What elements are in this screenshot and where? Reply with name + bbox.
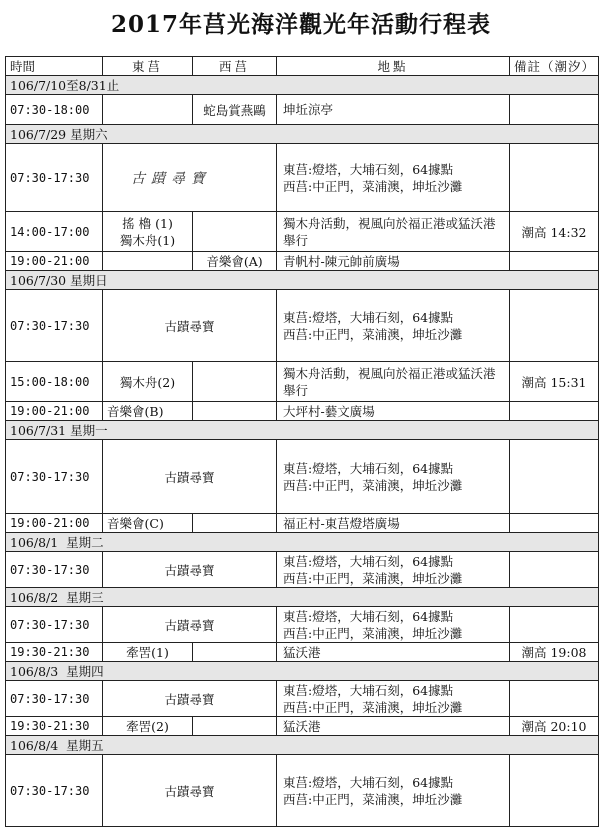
date-row	[6, 736, 599, 755]
location-cell	[277, 440, 510, 514]
location-line-west: 西莒:中正門，菜浦澳，坤坵沙灘	[283, 791, 463, 807]
table-row	[6, 607, 599, 643]
activity-cell: 古蹟尋寶	[103, 681, 277, 717]
date-label: 106/7/10至8/31止	[6, 76, 599, 95]
date-label: 106/8/3 星期四	[6, 662, 599, 681]
west-cell	[193, 643, 277, 662]
date-label: 106/8/4 星期五	[6, 736, 599, 755]
location-line-west: 西莒:中正門，菜浦澳，坤坵沙灘	[283, 625, 463, 641]
location-cell	[277, 144, 510, 212]
table-row	[6, 95, 599, 125]
east-cell: 音樂會(C)	[103, 514, 193, 533]
note-cell: 潮高 15:31	[510, 362, 599, 402]
table-row	[6, 144, 599, 212]
time-cell: 07:30-17:30	[6, 290, 103, 362]
note-cell	[510, 755, 599, 827]
time-cell: 19:00-21:00	[6, 402, 103, 421]
date-label: 106/7/29 星期六	[6, 125, 599, 144]
location-cell: 青帆村-陳元帥前廣場	[277, 252, 510, 271]
table-row	[6, 290, 599, 362]
note-cell: 潮高 19:08	[510, 643, 599, 662]
note-cell	[510, 440, 599, 514]
east-line-1: 搖 櫓 (1)	[122, 215, 173, 231]
note-cell	[510, 252, 599, 271]
table-row	[6, 252, 599, 271]
date-row	[6, 125, 599, 144]
date-row	[6, 421, 599, 440]
activity-cell: 古蹟尋寶	[103, 440, 277, 514]
note-cell: 潮高 20:10	[510, 717, 599, 736]
location-cell: 獨木舟活動，視風向於福正港或猛沃港舉行	[277, 362, 510, 402]
location-line-east: 東莒:燈塔，大埔石刻，64據點	[283, 553, 454, 569]
location-line-east: 東莒:燈塔，大埔石刻，64據點	[283, 608, 454, 624]
east-cell: 牽罟(2)	[103, 717, 193, 736]
header-time: 時間	[6, 57, 103, 76]
note-cell	[510, 514, 599, 533]
location-cell: 福正村-東莒燈塔廣場	[277, 514, 510, 533]
location-cell	[277, 607, 510, 643]
location-line-east: 東莒:燈塔，大埔石刻，64據點	[283, 161, 454, 177]
location-line-west: 西莒:中正門，菜浦澳，坤坵沙灘	[283, 178, 463, 194]
time-cell: 14:00-17:00	[6, 212, 103, 252]
header-location: 地點	[277, 57, 510, 76]
table-row	[6, 440, 599, 514]
east-cell: 音樂會(B)	[103, 402, 193, 421]
date-label: 106/7/31 星期一	[6, 421, 599, 440]
table-row	[6, 402, 599, 421]
location-line-west: 西莒:中正門，菜浦澳，坤坵沙灘	[283, 326, 463, 342]
date-label: 106/7/30 星期日	[6, 271, 599, 290]
time-cell: 07:30-17:30	[6, 755, 103, 827]
note-cell	[510, 552, 599, 588]
date-label: 106/8/2 星期三	[6, 588, 599, 607]
time-cell: 19:30-21:30	[6, 643, 103, 662]
location-line-west: 西莒:中正門，菜浦澳，坤坵沙灘	[283, 699, 463, 715]
west-cell: 蛇島賞燕鷗	[193, 95, 277, 125]
west-cell	[193, 362, 277, 402]
date-row	[6, 662, 599, 681]
location-cell	[277, 681, 510, 717]
location-line-east: 東莒:燈塔，大埔石刻，64據點	[283, 460, 454, 476]
location-line-west: 西莒:中正門，菜浦澳，坤坵沙灘	[283, 570, 463, 586]
header-row	[6, 57, 599, 76]
location-cell: 坤坵涼亭	[277, 95, 510, 125]
time-cell: 07:30-17:30	[6, 440, 103, 514]
header-note: 備註（潮汐）	[510, 57, 599, 76]
west-cell	[193, 212, 277, 252]
time-cell: 07:30-17:30	[6, 681, 103, 717]
handwritten-activity: 古蹟尋寶	[131, 170, 211, 187]
west-cell	[193, 514, 277, 533]
time-cell: 07:30-17:30	[6, 607, 103, 643]
time-cell: 19:00-21:00	[6, 514, 103, 533]
east-cell	[103, 252, 193, 271]
east-cell	[103, 212, 193, 252]
location-cell: 猛沃港	[277, 717, 510, 736]
note-cell	[510, 290, 599, 362]
location-line-east: 東莒:燈塔，大埔石刻，64據點	[283, 774, 454, 790]
table-row	[6, 717, 599, 736]
table-row	[6, 681, 599, 717]
location-cell	[277, 552, 510, 588]
table-row	[6, 362, 599, 402]
activity-cell	[103, 144, 277, 212]
schedule-table	[5, 56, 599, 827]
note-cell	[510, 95, 599, 125]
table-row	[6, 552, 599, 588]
activity-cell: 古蹟尋寶	[103, 290, 277, 362]
time-cell: 07:30-17:30	[6, 552, 103, 588]
east-line-2: 獨木舟(1)	[119, 232, 176, 248]
table-row	[6, 212, 599, 252]
header-east: 東莒	[103, 57, 193, 76]
note-cell	[510, 607, 599, 643]
date-row	[6, 533, 599, 552]
location-line-west: 西莒:中正門，菜浦澳，坤坵沙灘	[283, 477, 463, 493]
header-west: 西莒	[193, 57, 277, 76]
location-line-east: 東莒:燈塔，大埔石刻，64據點	[283, 309, 454, 325]
time-cell: 07:30-18:00	[6, 95, 103, 125]
activity-cell: 古蹟尋寶	[103, 607, 277, 643]
date-row	[6, 588, 599, 607]
activity-cell: 古蹟尋寶	[103, 552, 277, 588]
time-cell: 19:00-21:00	[6, 252, 103, 271]
east-cell: 獨木舟(2)	[103, 362, 193, 402]
west-cell: 音樂會(A)	[193, 252, 277, 271]
note-cell	[510, 144, 599, 212]
time-cell: 15:00-18:00	[6, 362, 103, 402]
east-cell	[103, 95, 193, 125]
note-cell	[510, 681, 599, 717]
date-row	[6, 76, 599, 95]
time-cell: 07:30-17:30	[6, 144, 103, 212]
table-row	[6, 514, 599, 533]
east-cell: 牽罟(1)	[103, 643, 193, 662]
note-cell: 潮高 14:32	[510, 212, 599, 252]
location-cell: 猛沃港	[277, 643, 510, 662]
table-row	[6, 755, 599, 827]
location-cell: 獨木舟活動，視風向於福正港或猛沃港舉行	[277, 212, 510, 252]
west-cell	[193, 402, 277, 421]
time-cell: 19:30-21:30	[6, 717, 103, 736]
table-row	[6, 643, 599, 662]
date-row	[6, 271, 599, 290]
note-cell	[510, 402, 599, 421]
west-cell	[193, 717, 277, 736]
location-cell	[277, 290, 510, 362]
location-cell	[277, 755, 510, 827]
location-line-east: 東莒:燈塔，大埔石刻，64據點	[283, 682, 454, 698]
location-cell: 大坪村-藝文廣場	[277, 402, 510, 421]
date-label: 106/8/1 星期二	[6, 533, 599, 552]
activity-cell: 古蹟尋寶	[103, 755, 277, 827]
page-title: 2017年莒光海洋觀光年活動行程表	[110, 11, 491, 38]
